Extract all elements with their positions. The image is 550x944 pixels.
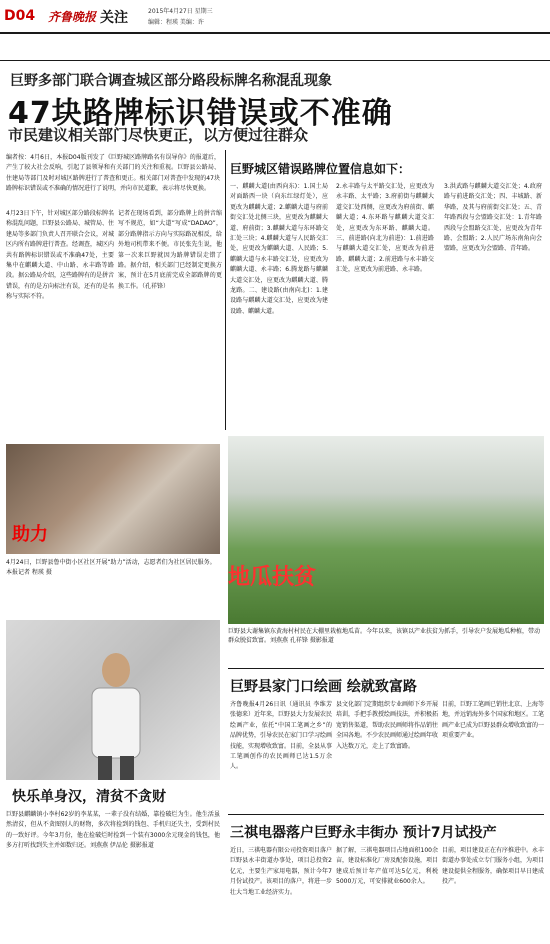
photo-elderly-man	[6, 620, 220, 780]
page-number: D04	[4, 8, 36, 24]
article-body-col1: 齐鲁晚报4月26日讯（通讯员 李维芳 张德来）近年来，巨野县大力发展农民绘画产业，依托“中国工笔画之乡”的品牌优势，引导农民在家门口学习绘画技能，实现增收致富。目前，全县从事工笔画创作的农民画师已达1.5万余人。	[230, 701, 333, 771]
divider	[228, 668, 544, 669]
divider	[0, 60, 550, 61]
figure-illustration	[6, 620, 220, 780]
article-headline: 47块路牌标识错误或不准确	[8, 96, 393, 131]
list-title: 巨野城区错误路牌位置信息如下：	[230, 162, 411, 176]
photo-overlay-title: 助力	[12, 524, 48, 545]
page-header	[0, 0, 550, 34]
list-column-b: 2.永丰路与太平路交汇处，应更改为永丰路、太平路；3.府前街与麒麟大道交汇处西侧，应更改为府前街、麒麟大道；4.东环路与麒麟大道交汇处，应更改为东环路、麒麟大道。三、前进路(向北为前进)：1.前进路与麒麟大道交汇处，应更改为前进路、麒麟大道；2.前进路与永丰路交汇处，应更改为前进路、永丰路。	[336, 183, 434, 274]
article-kicker: 巨野多部门联合调查城区部分路段标牌名称混乱现象	[10, 73, 332, 89]
editor-credit: 编辑：程瑛 美编：许	[148, 19, 204, 26]
list-column-a: 一、麒麟大道(由西向东)：1.国土局对面路西一块（向东红绿灯处），应更改为麒麟大道；2.麒麟大道与府前街交汇处北侧三块，应更改为麒麟大道、府前街；3.麒麟大道与东环路交汇处三块；4.麒麟大道与人民路交汇处，应更改为麒麟大道、人民路；5.麒麟大道与永丰路交汇处，应更改为麒麟大道、永丰路；6.腾龙路与麒麟大道交汇处，应更改为麒麟大道、腾龙路。二、建设路(由南向北)：1.建设路与麒麟大道交汇处，应更改为建设路、麒麟大道。	[230, 183, 328, 315]
article-title: 三祺电器落户巨野永丰街办 预计7月试投产	[230, 825, 497, 841]
article-body-col3: 目前，巨野工笔画已销往北京、上海等地，并远销海外多个国家和地区。工笔画产业已成为巨野县群众增收致富的一项重要产业。	[442, 701, 545, 740]
photo-volunteers	[6, 444, 220, 554]
article-body-col3: 目前，项目建设正在有序推进中。永丰街道办事处成立专门服务小组，为项目建设提供全程服务，确保项目早日建成投产。	[442, 847, 545, 886]
newspaper-logo: 齐鲁晚报	[48, 10, 97, 24]
article-subhead: 市民建议相关部门尽快更正，以方便过往群众	[8, 126, 309, 144]
section-title: 关注	[100, 10, 128, 26]
article-body-col1: 近日，三祺电器有限公司投资项目落户巨野县永丰街道办事处，项目总投资2亿元，主要生产家用电器，预计今年7月份试投产。该项目的落户，将进一步壮大当地工业经济实力。	[230, 847, 333, 896]
article-title: 快乐单身汉，清贫不贪财	[12, 789, 166, 805]
list-column-c: 3.洪武路与麒麟大道交汇处；4.政府路与前进路交汇处；四、丰城路、新华路，及其与府前街交汇处；五、青年路西段与会盟路交汇处：1.青年路西段与会盟路交汇处，应更改为青年路、会盟路；2.人民广场东南角向会盟路，应更改为会盟路、青年路。	[444, 183, 542, 253]
article-body-col1: 4月23日下午，针对城区部分路段标牌名称混乱问题，巨野县公路局、城管局、住建局等多部门负责人召开联合会议，对城区内所有路牌进行普查。经调查，城区内共有路牌标识错误或不准确47处，主要集中在麒麟大道、中山路、永丰路等路段。据公路局介绍，这些路牌有的是拼音错误，有的是方向标注有误，还有的是名称与实际不符。	[6, 210, 115, 301]
issue-date: 2015年4月27日 星期三	[148, 8, 213, 15]
article-body-col2: 记者在现场看到，部分路牌上的拼音缩写不规范，如“大道”写成“DADAO”，部分路牌指示方向与实际路况相反，给外地司机带来不便。市民张先生说，他第一次来巨野就因为路牌错误走错了路。据介绍，相关部门已经制定更换方案，预计在5月底前完成全部路牌的更换工作。（孔祥锋）	[118, 210, 222, 290]
photo-overlay-title: 地瓜扶贫	[228, 565, 317, 590]
article-body-col2: 据了解，三祺电器项目占地面积100余亩，建设标准化厂房及配套设施，项目建成后预计年产值可达5亿元，利税5000万元，可安排就业600余人。	[336, 847, 439, 886]
article-title: 巨野县家门口绘画 绘就致富路	[230, 679, 417, 695]
photo-greenhouse	[228, 436, 544, 624]
article-body-col2: 县文化部门定期组织专业画师下乡开展培训，手把手教授绘画技法，并积极拓宽销售渠道，帮助农民画师将作品销往全国各地。不少农民画师通过绘画年收入达数万元，走上了致富路。	[336, 701, 439, 750]
article-lead: 编者按：4月6日，本报D04版刊发了《巨野城区路牌路名有误导你》的报道后，产生了较大社会反响，引起了县领导和有关部门的关注和重视。巨野县公路局、住建局等部门及时对城区路牌进行了普查和更正。相关部门对普查中发现的47块路牌标识错误或不准确的情况进行了说明，并向市民道歉，表示将尽快更换。	[6, 154, 220, 193]
photo-caption: 巨野县大谢集镇东黄海村村民在大棚里栽植地瓜苗。今年以来，该镇以产业扶贫为抓手，引导农户发展地瓜种植，带动群众脱贫致富。刘燕燕 孔祥锋 摄影报道	[228, 628, 541, 644]
divider	[228, 814, 544, 815]
article-body: 巨野县麒麟镇小李村62岁的李某某，一辈子没有结婚，靠捡破烂为生。他生活虽然清贫，但从不贪图别人的财物，多次将捡到的钱包、手机归还失主，受到村民的一致好评。今年3月份，他在捡破烂时捡到一个装有3000余元现金的钱包，他多方打听找到失主并如数归还。刘燕燕 伊品伦 摄影报道	[6, 811, 220, 850]
column-rule	[225, 150, 226, 430]
photo-caption: 4月24日，巨野县鲁中街小区社区开展“助力”活动，志愿者们为社区居民服务。本报记者 程瑛 摄	[6, 559, 216, 576]
